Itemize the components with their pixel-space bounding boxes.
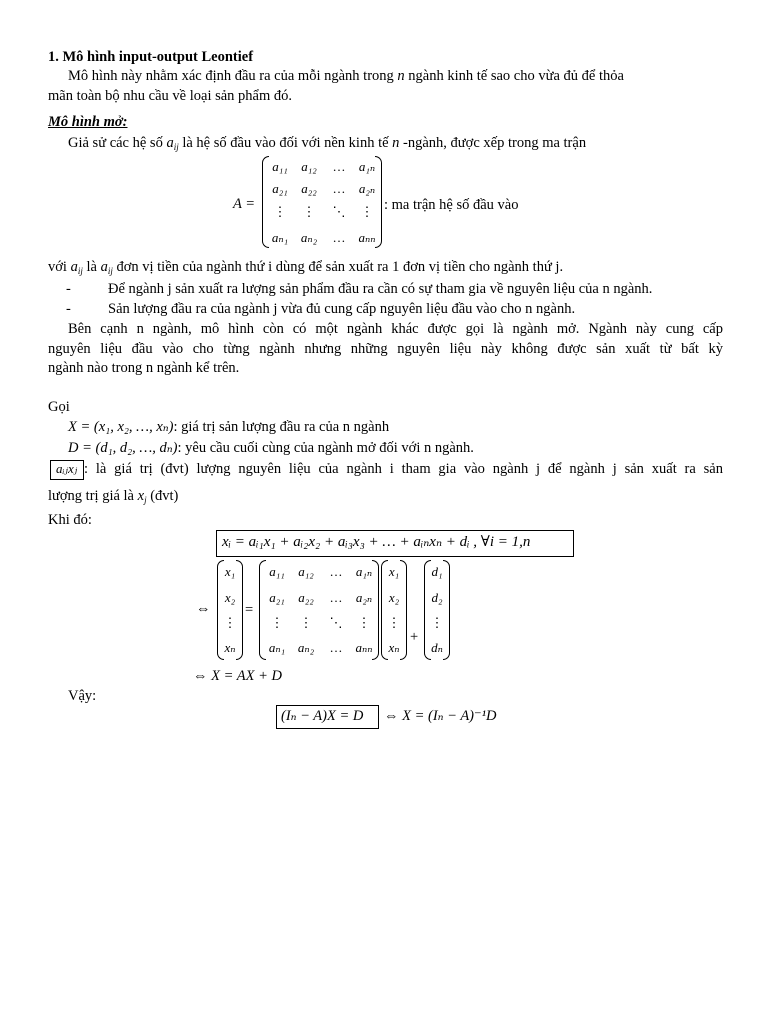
axj-text-2: lượng trị giá là $x_j$ (đvt) xyxy=(48,488,179,505)
assume-line xyxy=(68,134,586,152)
matrix-cell: xₙ xyxy=(388,640,400,655)
matrix-cell: x₁ xyxy=(224,564,236,579)
matrix-cell: d₁ xyxy=(431,564,443,579)
with-line: với $a_{ij}$ là $a_{ij}$ đơn vị tiền của ngành thứ i dùng để sản xuất ra 1 đơn vị tiền cho ngành thứ j. xyxy=(48,259,564,276)
intro-var-n: n xyxy=(397,68,405,84)
bullet-dash-2: - xyxy=(66,301,71,317)
assume-text: Giả sử các hệ số xyxy=(68,135,167,151)
bullet-text-1: Để ngành j sản xuất ra lượng sản phẩm đầu ra cần có sự tham gia về nguyên liệu của n ngành. xyxy=(108,281,653,297)
matrix-cell: ⋮ xyxy=(387,615,401,630)
def-x-text: : giá trị sản lượng đầu ra của n ngành xyxy=(173,419,390,435)
section-heading: 1. Mô hình input-output Leontief xyxy=(48,49,254,65)
def-d-text: : yêu cầu cuối cùng của ngành mở đối với n ngành. xyxy=(177,440,474,456)
matrix-cell: aₙ₂ xyxy=(300,230,318,245)
matrix-cell: a₁₂ xyxy=(301,159,317,174)
matrix-cell: ⋮ xyxy=(270,615,284,630)
matrix-cell: a₂₂ xyxy=(298,590,314,605)
matrix-cell: … xyxy=(332,159,346,174)
matrix-cell: a₁ₙ xyxy=(358,159,376,174)
def-x-expr: X = (x₁, x₂, …, xₙ) xyxy=(68,419,174,435)
matrix-cell: x₁ xyxy=(388,564,400,579)
matrix-cell: ⋮ xyxy=(357,615,371,630)
matrix-a-2 xyxy=(259,560,379,660)
equation-x-ax-d: ⇔ X = AX + D xyxy=(193,668,282,684)
equiv-symbol-1: ⇔ xyxy=(196,601,211,617)
para-line-1: Bên cạnh n ngành, mô hình còn có một ngành khác được gọi là ngành mở. Ngành này cung cấp xyxy=(68,321,723,337)
axj-text-1: : là giá trị (đvt) lượng nguyên liệu của ngành i tham gia vào ngành j để ngành j sản xuất ra sản xyxy=(84,461,723,477)
matrix-cell: a₂₂ xyxy=(301,181,317,196)
matrix-cell: ⋮ xyxy=(223,615,237,630)
assume-text-post: -ngành, được xếp trong ma trận xyxy=(399,135,587,151)
vector-x-right xyxy=(381,560,407,660)
open-model-title: Mô hình mở: xyxy=(48,114,128,130)
goi-label: Gọi xyxy=(48,399,70,415)
vector-x-left xyxy=(217,560,243,660)
matrix-cell: dₙ xyxy=(431,640,443,655)
matrix-cell: xₙ xyxy=(224,640,236,655)
para-line-2: nguyên liệu đầu vào cho từng ngành nhưng những nguyên liệu này không được sản xuất từ bất kỳ xyxy=(48,341,723,357)
matrix-cell: … xyxy=(329,590,343,605)
matrix-cell: … xyxy=(332,230,346,245)
matrix-cell: aₙ₁ xyxy=(268,640,286,655)
intro-line-2: mãn toàn bộ nhu cầu về loại sản phẩm đó. xyxy=(48,88,293,104)
equals-sign: = xyxy=(245,602,254,618)
matrix-cell: a₁₁ xyxy=(269,564,285,579)
matrix-cell: a₁ₙ xyxy=(355,564,373,579)
matrix-cell: ⋮ xyxy=(299,615,313,630)
final-equation: (Iₙ − A)X = D xyxy=(281,708,364,724)
matrix-cell: … xyxy=(329,640,343,655)
equation-xi: xᵢ = aᵢ₁x₁ + aᵢ₂x₂ + aᵢ₃x₃ + … + aᵢₙxₙ + dᵢ , ∀i = 1,n xyxy=(222,534,531,550)
matrix-cell: ⋮ xyxy=(302,204,316,219)
matrix-cell: aₙₙ xyxy=(355,640,373,655)
intro-line-1 xyxy=(68,67,624,85)
matrix-cell: aₙₙ xyxy=(358,230,376,245)
matrix-cell: … xyxy=(329,564,343,579)
coef-aij-2: $a_{ij}$ xyxy=(100,259,113,276)
matrix-cell: ⋱ xyxy=(332,204,346,219)
matrix-cell: ⋮ xyxy=(430,615,444,630)
bullet-text-2: Sản lượng đầu ra của ngành j vừa đủ cung cấp nguyên liệu đầu vào cho n ngành. xyxy=(108,301,576,317)
plus-sign: + xyxy=(410,629,419,645)
matrix-cell: aₙ₁ xyxy=(271,230,289,245)
matrix-a xyxy=(262,156,382,248)
matrix-cell: a₁₁ xyxy=(272,159,288,174)
matrix-cell: ⋮ xyxy=(360,204,374,219)
bullet-dash-1: - xyxy=(66,281,71,297)
coef-aij: $a_{ij}$ xyxy=(166,135,179,152)
assume-var-n: n xyxy=(392,135,400,151)
matrix-cell: x₂ xyxy=(224,590,236,605)
matrix-cell: aₙ₂ xyxy=(297,640,315,655)
axj-expr: aᵢⱼxⱼ xyxy=(56,461,78,476)
matrix-cell: … xyxy=(332,181,346,196)
def-x xyxy=(68,418,389,436)
matrix-cell: ⋮ xyxy=(273,204,287,219)
intro-text-post: ngành kinh tế sao cho vừa đủ để thỏa xyxy=(404,68,624,84)
vector-d xyxy=(424,560,450,660)
matrix-cell: a₂₁ xyxy=(269,590,285,605)
khi-do-label: Khi đó: xyxy=(48,512,92,528)
matrix-cell: d₂ xyxy=(431,590,443,605)
def-d xyxy=(68,439,474,457)
matrix-cell: ⋱ xyxy=(329,615,343,630)
vay-label: Vậy: xyxy=(68,688,97,704)
matrix-cell: a₂ₙ xyxy=(355,590,373,605)
matrix-a-label: : ma trận hệ số đầu vào xyxy=(384,197,519,213)
def-d-expr: D = (d₁, d₂, …, dₙ) xyxy=(68,440,178,456)
coef-aij-1: $a_{ij}$ xyxy=(70,259,83,276)
final-solution: ⇔ X = (Iₙ − A)⁻¹D xyxy=(384,708,497,724)
matrix-cell: x₂ xyxy=(388,590,400,605)
intro-text: Mô hình này nhằm xác định đầu ra của mỗi ngành trong xyxy=(68,68,398,84)
matrix-cell: a₁₂ xyxy=(298,564,314,579)
matrix-cell: a₂₁ xyxy=(272,181,288,196)
matrix-a-lhs: A = xyxy=(233,196,256,212)
matrix-cell: a₂ₙ xyxy=(358,181,376,196)
var-xj: $x_j$ xyxy=(137,488,147,505)
para-line-3: ngành nào trong n ngành kể trên. xyxy=(48,360,240,376)
assume-text-mid: là hệ số đầu vào đối với nền kinh tế xyxy=(178,135,393,151)
